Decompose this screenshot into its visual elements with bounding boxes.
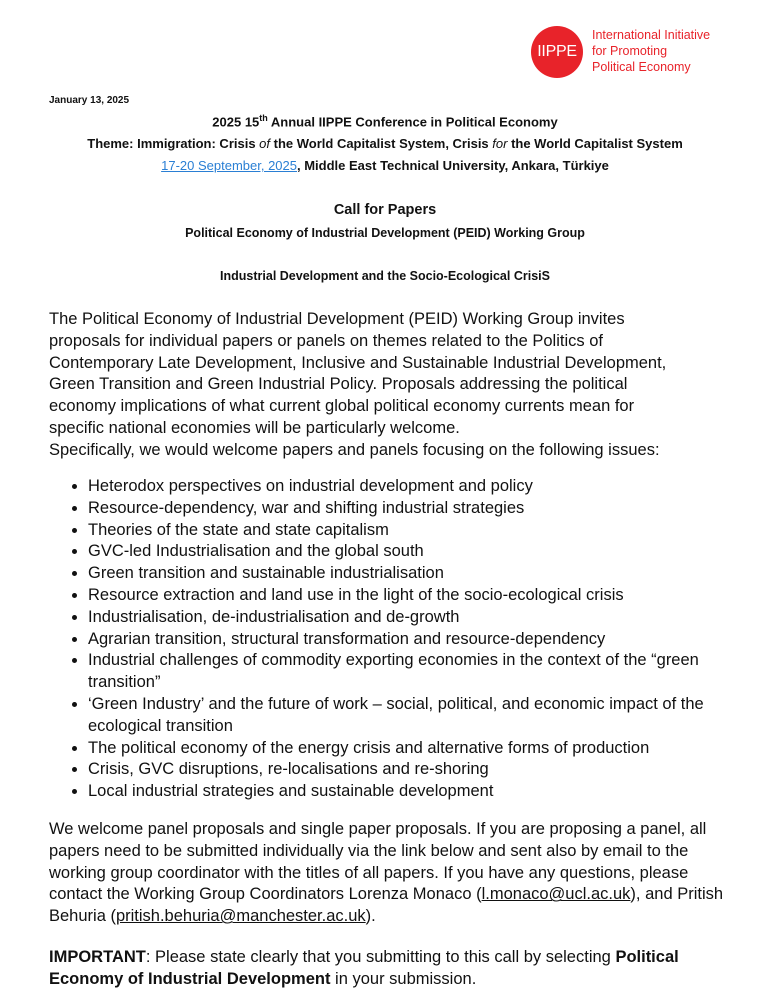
conference-theme	[0, 136, 770, 151]
logo-text	[592, 27, 710, 75]
intro-paragraph	[49, 309, 739, 462]
conference-title	[0, 113, 770, 129]
topics-list	[49, 476, 768, 803]
panel-end: ).	[365, 907, 376, 926]
important-label: IMPORTANT	[49, 948, 146, 966]
logo-line: International Initiative	[592, 28, 711, 42]
panel-mid: ), and Pritish Behuria (	[49, 885, 724, 926]
list-item: • Theories of the state and state capitalism	[88, 520, 768, 542]
email-link-behuria[interactable]: pritish.behuria@manchester.ac.uk	[115, 907, 366, 926]
conference-title-rest: Annual IIPPE Conference in Political Economy	[267, 114, 558, 130]
important-bold: Political Economy of Industrial Development	[49, 948, 679, 988]
ordinal-suffix: th	[259, 113, 268, 123]
logo-line: for Promoting	[592, 44, 668, 58]
list-item: • Resource extraction and land use in the light of the socio-ecological crisis	[88, 585, 768, 607]
important-paragraph	[49, 947, 739, 991]
list-item: • The political economy of the energy crisis and alternative forms of production	[88, 738, 768, 760]
conference-date-venue	[0, 158, 770, 173]
email-link-monaco[interactable]: l.monaco@ucl.ac.uk	[481, 885, 631, 904]
intro-line: specific national economies will be particularly welcome.	[49, 418, 460, 437]
working-group-title: Political Economy of Industrial Development (PEID) Working Group	[185, 226, 585, 240]
intro-line: economy implications of what current global political economy currents mean for	[49, 397, 635, 416]
panel-text: We welcome panel proposals and single paper proposals. If you are proposing a panel, all papers need to be submitted individually via the link below and sent also by email to the working group coordinator with the titles of all papers. If you have any questions, please contact the Working Group Coordinators Lorenza Monaco (	[49, 820, 707, 904]
theme-for: for	[492, 136, 508, 151]
list-item: • Industrial challenges of commodity exporting economies in the context of the “green transition”	[88, 650, 768, 694]
iippe-logo	[531, 26, 710, 78]
list-item: • GVC-led Industrialisation and the global south	[88, 541, 768, 563]
list-item: • Resource-dependency, war and shifting industrial strategies	[88, 498, 768, 520]
intro-line: Specifically, we would welcome papers and panels focusing on the following issues:	[49, 440, 660, 459]
list-item: • ‘Green Industry’ and the future of work – social, political, and economic impact of the ecological transition	[88, 694, 768, 738]
conference-year: 2025 15	[212, 114, 260, 130]
list-item: • Green transition and sustainable industrialisation	[88, 563, 768, 585]
list-item: • Local industrial strategies and sustainable development	[88, 781, 768, 803]
panel-paragraph	[49, 819, 739, 928]
intro-line: Green Transition and Green Industrial Policy. Proposals addressing the political	[49, 375, 628, 394]
document-date: January 13, 2025	[49, 95, 130, 106]
logo-line: Political Economy	[592, 60, 691, 74]
theme-prefix: Theme: Immigration: Crisis	[87, 136, 260, 151]
important-text: : Please state clearly that you submitting to this call by selecting	[145, 948, 616, 966]
conference-dates-link[interactable]: 17-20 September, 2025	[161, 158, 297, 173]
list-item: • Crisis, GVC disruptions, re-localisations and re-shoring	[88, 759, 768, 781]
theme-suffix: the World Capitalist System	[507, 136, 683, 151]
theme-middle: the World Capitalist System, Crisis	[270, 136, 493, 151]
stream-title: Industrial Development and the Socio-Ecological CrisiS	[220, 269, 550, 283]
intro-line: proposals for individual papers or panels on themes related to the Politics of	[49, 331, 603, 350]
call-title: Call for Papers	[333, 202, 437, 218]
important-end: in your submission.	[330, 969, 477, 988]
theme-of: of	[259, 136, 271, 151]
list-item: • Industrialisation, de-industrialisation and de-growth	[88, 607, 768, 629]
intro-line: The Political Economy of Industrial Development (PEID) Working Group invites	[49, 310, 625, 328]
list-item: • Agrarian transition, structural transformation and resource-dependency	[88, 629, 768, 651]
conference-venue: , Middle East Technical University, Ankara, Türkiye	[297, 158, 609, 173]
intro-line: Contemporary Late Development, Inclusive and Sustainable Industrial Development,	[49, 353, 667, 372]
list-item: • Heterodox perspectives on industrial development and policy	[88, 476, 768, 498]
logo-circle: IIPPE	[531, 26, 583, 78]
